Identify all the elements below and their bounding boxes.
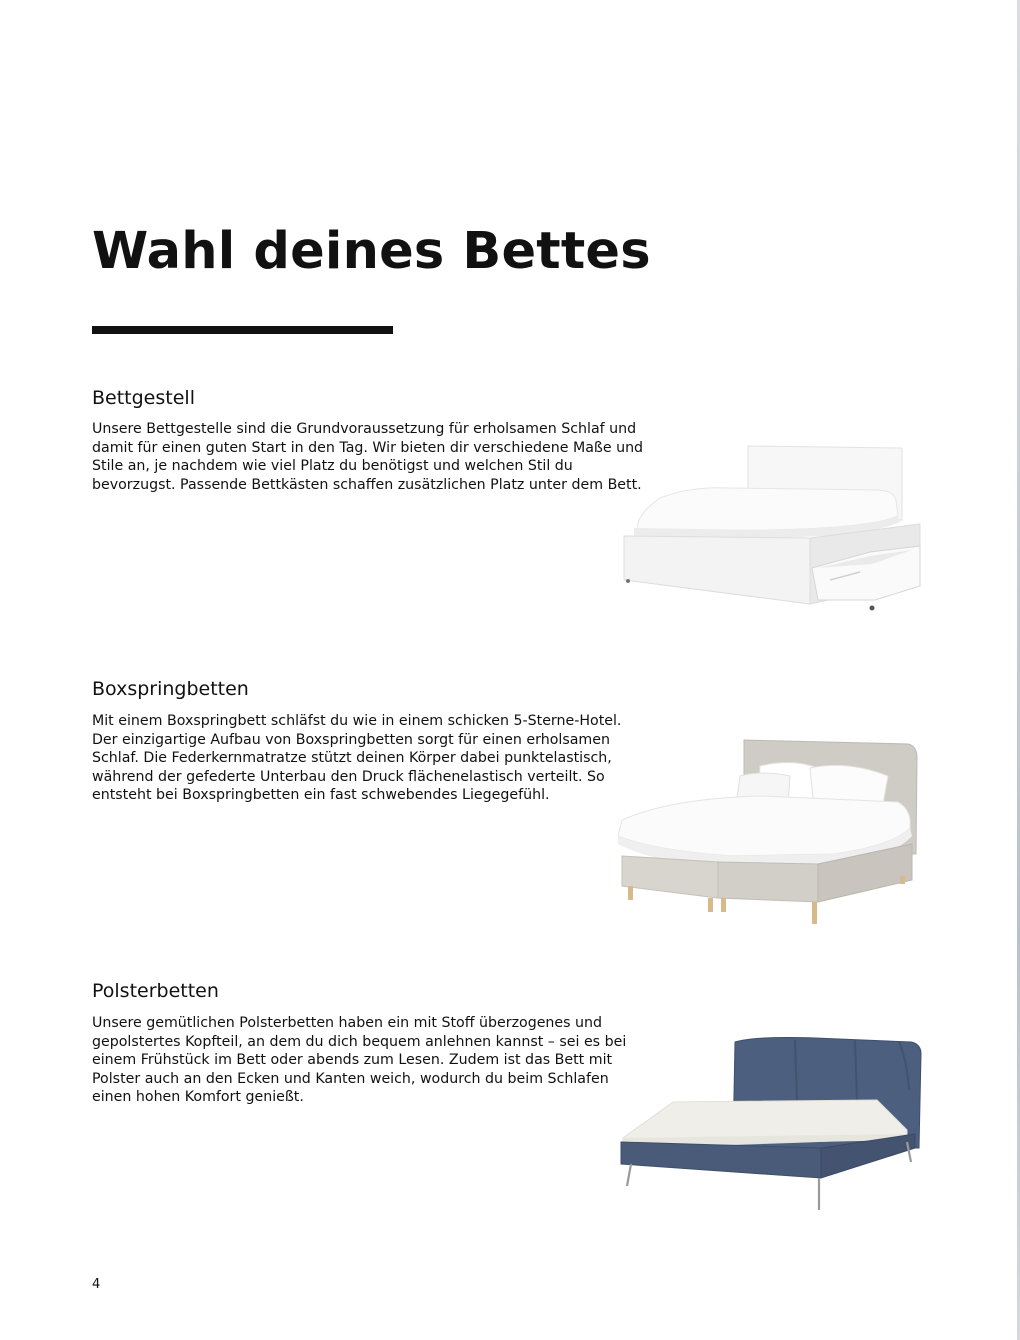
white-bed-frame-image	[620, 440, 925, 615]
page-title: Wahl deines Bettes	[92, 222, 651, 281]
title-underline	[92, 326, 393, 334]
page-number: 4	[92, 1277, 101, 1292]
section-text-polsterbetten: Unsere gemütlichen Polsterbetten haben ein mit Stoff überzogenes und gepolstertes Kopfteil, an dem du dich bequem anlehnen kannst – sei es bei einem Frühstück im Bett oder abends zum Lesen. Zudem ist das Bett mit Polster auch an den Ecken und Kanten weich, wodurch du beim Schlafen einen hohen Komfort genießt.	[92, 1015, 627, 1105]
section-text-bettgestell: Unsere Bettgestelle sind die Grundvoraussetzung für erholsamen Schlaf und damit für einen guten Start in den Tag. Wir bieten dir verschiedene Maße und Stile an, je nachdem wie viel Platz du benötigst und welchen Stil du bevorzugst. Passende Bettkästen schaffen zusätzlichen Platz unter dem Bett.	[92, 421, 644, 493]
upholstered-bed-image	[615, 1030, 927, 1216]
section-heading-polsterbetten: Polsterbetten	[92, 980, 219, 1002]
section-heading-boxspringbetten: Boxspringbetten	[92, 678, 249, 700]
boxspring-bed-image	[612, 736, 922, 932]
section-text-boxspringbetten: Mit einem Boxspringbett schläfst du wie in einem schicken 5-Sterne-Hotel. Der einzigartige Aufbau von Boxspringbetten sorgt für einen erholsamen Schlaf. Die Federkernmatratze stützt deinen Körper dabei punktelastisch, während der gefederte Unterbau den Druck flächenelastisch verteilt. So entsteht bei Boxspringbetten ein fast schwebendes Liegegefühl.	[92, 713, 622, 803]
section-heading-bettgestell: Bettgestell	[92, 387, 195, 409]
